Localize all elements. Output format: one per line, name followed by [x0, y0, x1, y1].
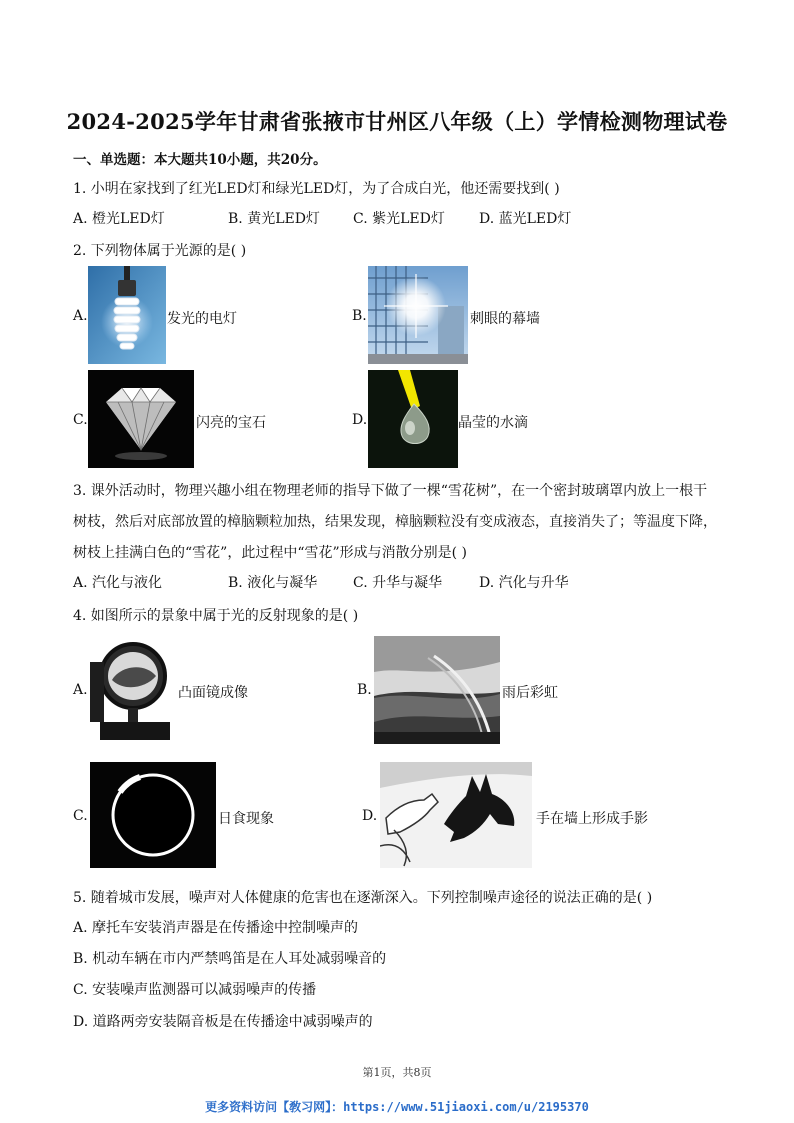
q3-stem-line-1: 3. 课外活动时，物理兴趣小组在物理老师的指导下做了一棵“雪花树”，在一个密封玻璃罩内放上一根干	[73, 483, 708, 499]
section-heading: 一、单选题：本大题共10小题，共20分。	[73, 152, 327, 168]
q4-image-convex-mirror	[88, 636, 178, 744]
q2-option-d-text: 晶莹的水滴	[458, 415, 528, 431]
q4-option-a-text: 凸面镜成像	[178, 685, 248, 701]
q2-option-b-text: 刺眼的幕墙	[470, 311, 540, 327]
q4-option-d-letter[interactable]: D.	[362, 808, 378, 824]
q1-option-b[interactable]: B. 黄光LED灯	[228, 211, 320, 227]
q3-option-a[interactable]: A. 汽化与液化	[73, 575, 163, 591]
q2-image-glass-wall	[368, 266, 468, 364]
q4-option-c-letter[interactable]: C.	[73, 808, 88, 824]
q5-option-c[interactable]: C. 安装噪声监测器可以减弱噪声的传播	[73, 982, 317, 998]
q4-image-hand-shadow	[380, 762, 532, 868]
q3-option-d[interactable]: D. 汽化与升华	[479, 575, 569, 591]
q3-stem-line-2: 树枝，然后对底部放置的樟脑颗粒加热，结果发现，樟脑颗粒没有变成液态，直接消失了；等温度下降，	[73, 514, 717, 530]
q3-option-c[interactable]: C. 升华与凝华	[353, 575, 443, 591]
q1-option-a[interactable]: A. 橙光LED灯	[73, 211, 165, 227]
q4-stem: 4. 如图所示的景象中属于光的反射现象的是( )	[73, 608, 359, 624]
q4-option-c-text: 日食现象	[218, 811, 274, 827]
q5-stem: 5. 随着城市发展，噪声对人体健康的危害也在逐渐深入。下列控制噪声途径的说法正确的是( )	[73, 890, 653, 906]
page-footer: 第1页，共8页	[362, 1066, 432, 1079]
q4-image-rainbow	[374, 636, 500, 744]
q3-stem-line-3: 树枝上挂满白色的“雪花”，此过程中“雪花”形成与消散分别是( )	[73, 545, 468, 561]
q4-option-b-letter[interactable]: B.	[357, 682, 372, 698]
q5-option-d[interactable]: D. 道路两旁安装隔音板是在传播途中减弱噪声的	[73, 1014, 373, 1030]
q5-option-a[interactable]: A. 摩托车安装消声器是在传播途中控制噪声的	[73, 920, 359, 936]
q2-stem: 2. 下列物体属于光源的是( )	[73, 243, 247, 259]
q1-option-d[interactable]: D. 蓝光LED灯	[479, 211, 572, 227]
q4-option-b-text: 雨后彩虹	[502, 685, 558, 701]
q4-option-a-letter[interactable]: A.	[73, 682, 88, 698]
q2-option-b-letter[interactable]: B.	[352, 308, 367, 324]
q2-option-d-letter[interactable]: D.	[352, 412, 368, 428]
q2-option-a-text: 发光的电灯	[167, 311, 237, 327]
more-resources-link[interactable]: 更多资料访问【敎习网】：https://www.51jiaoxi.com/u/2195370	[205, 1100, 589, 1114]
q4-option-d-text: 手在墙上形成手影	[536, 811, 648, 827]
q2-option-c-letter[interactable]: C.	[73, 412, 88, 428]
page-title: 2024-2025学年甘肃省张掖市甘州区八年级（上）学情检测物理试卷	[66, 109, 728, 134]
q3-option-b[interactable]: B. 液化与凝华	[228, 575, 318, 591]
q2-option-c-text: 闪亮的宝石	[196, 415, 266, 431]
q1-option-c[interactable]: C. 紫光LED灯	[353, 211, 445, 227]
q5-option-b[interactable]: B. 机动车辆在市内严禁鸣笛是在人耳处减弱噪音的	[73, 951, 387, 967]
q2-option-a-letter[interactable]: A.	[73, 308, 88, 324]
q4-image-eclipse	[90, 762, 216, 868]
q2-image-bulb	[88, 266, 166, 364]
q1-stem: 1. 小明在家找到了红光LED灯和绿光LED灯，为了合成白光，他还需要找到( )	[73, 181, 560, 197]
q2-image-diamond	[88, 370, 194, 468]
q2-image-water-drop	[368, 370, 458, 468]
